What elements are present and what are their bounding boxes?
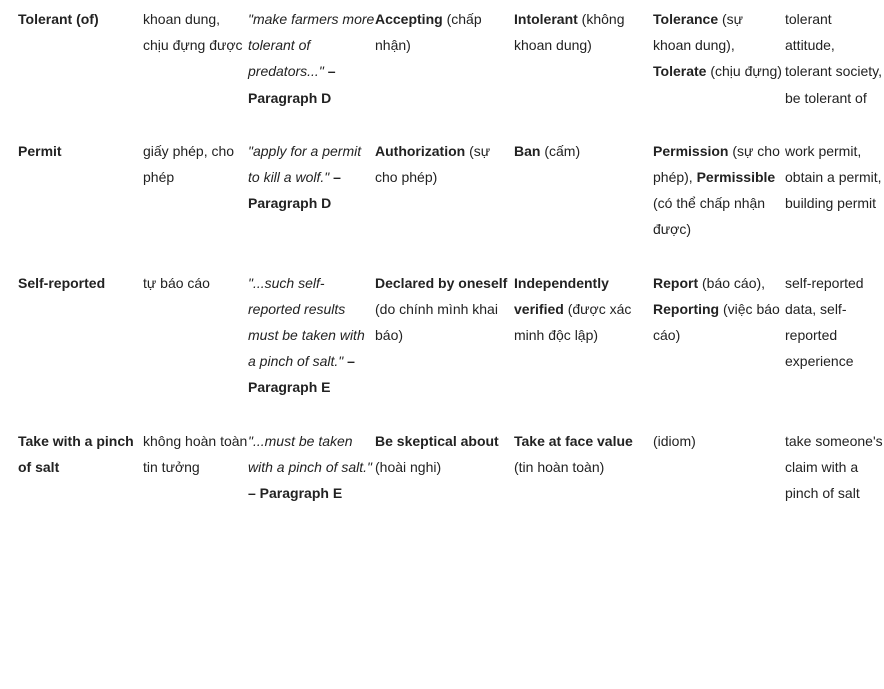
family-note: (idiom) xyxy=(653,432,696,449)
word-family-cell xyxy=(653,422,785,528)
meaning-cell: giấy phép, cho phép xyxy=(143,142,235,186)
synonym-word: Be skeptical about xyxy=(375,432,499,449)
antonym-note: (tin hoàn toàn) xyxy=(514,458,605,475)
table-row xyxy=(0,132,884,264)
word-cell: Self-reported xyxy=(18,274,106,291)
family-word: Report xyxy=(653,274,699,291)
antonym-note: (cấm) xyxy=(544,142,581,159)
quote-text: "...such self-reported results must be taken with a pinch of salt." xyxy=(248,274,365,370)
source-text: – Paragraph D xyxy=(248,169,341,212)
quote-cell xyxy=(248,132,375,264)
synonym-note: (hoài nghi) xyxy=(375,458,442,475)
antonym-word: Independently verified xyxy=(514,274,609,317)
synonym-note: (do chính mình khai báo) xyxy=(375,300,498,344)
table-row xyxy=(0,0,884,132)
synonym-cell xyxy=(375,422,514,528)
table-row xyxy=(0,264,884,422)
family-note: (báo cáo), xyxy=(702,274,766,291)
antonym-cell xyxy=(514,0,653,132)
family-word: Permissible xyxy=(696,169,776,186)
synonym-note: (chấp nhận) xyxy=(375,11,482,54)
collocation-cell: take someone's claim with a pinch of salt xyxy=(785,432,883,502)
family-note: (sự cho phép), xyxy=(653,142,780,186)
meaning-cell: khoan dung, chịu đựng được xyxy=(143,11,243,54)
synonym-note: (sự cho phép) xyxy=(375,142,491,186)
quote-cell xyxy=(248,264,375,422)
meaning-cell: tự báo cáo xyxy=(143,274,210,291)
source-text: – Paragraph E xyxy=(248,353,355,396)
word-cell: Permit xyxy=(18,142,62,159)
synonym-cell xyxy=(375,0,514,132)
family-note: (việc báo cáo) xyxy=(653,300,780,344)
antonym-word: Ban xyxy=(514,142,541,159)
collocation-cell: tolerant attitude, tolerant society, be tolerant of xyxy=(785,11,883,106)
family-word: Tolerance xyxy=(653,11,719,27)
word-cell: Tolerant (of) xyxy=(18,11,99,27)
antonym-cell xyxy=(514,264,653,422)
quote-cell xyxy=(248,422,375,528)
family-word: Permission xyxy=(653,142,729,159)
antonym-word: Take at face value xyxy=(514,432,633,449)
family-word: Reporting xyxy=(653,300,720,317)
collocation-cell: work permit, obtain a permit, building permit xyxy=(785,142,882,212)
family-note: (có thể chấp nhận được) xyxy=(653,195,766,238)
family-word: Tolerate xyxy=(653,63,707,80)
word-cell: Take with a pinch of salt xyxy=(18,432,134,475)
source-text: – Paragraph E xyxy=(248,485,343,502)
antonym-word: Intolerant xyxy=(514,11,578,27)
source-text: – Paragraph D xyxy=(248,63,336,106)
antonym-note: (được xác minh độc lập) xyxy=(514,300,632,344)
antonym-note: (không khoan dung) xyxy=(514,11,625,54)
quote-cell xyxy=(248,0,375,132)
antonym-cell xyxy=(514,132,653,264)
quote-text: "make farmers more tolerant of predators..." xyxy=(248,11,375,80)
quote-text: "apply for a permit to kill a wolf." xyxy=(248,142,362,186)
synonym-cell xyxy=(375,264,514,422)
quote-text: "...must be taken with a pinch of salt." xyxy=(248,432,373,475)
antonym-cell xyxy=(514,422,653,528)
synonym-cell xyxy=(375,132,514,264)
table-row xyxy=(0,422,884,528)
word-family-cell xyxy=(653,264,785,422)
synonym-word: Declared by oneself xyxy=(375,274,508,291)
family-note: (sự khoan dung), xyxy=(653,11,744,54)
collocation-cell: self-reported data, self-reported experience xyxy=(785,274,864,370)
meaning-cell: không hoàn toàn tin tưởng xyxy=(143,432,248,475)
word-family-cell xyxy=(653,0,785,132)
synonym-word: Accepting xyxy=(375,11,443,27)
synonym-word: Authorization xyxy=(375,142,466,159)
family-note: (chịu đựng) xyxy=(710,63,782,80)
word-family-cell xyxy=(653,132,785,264)
